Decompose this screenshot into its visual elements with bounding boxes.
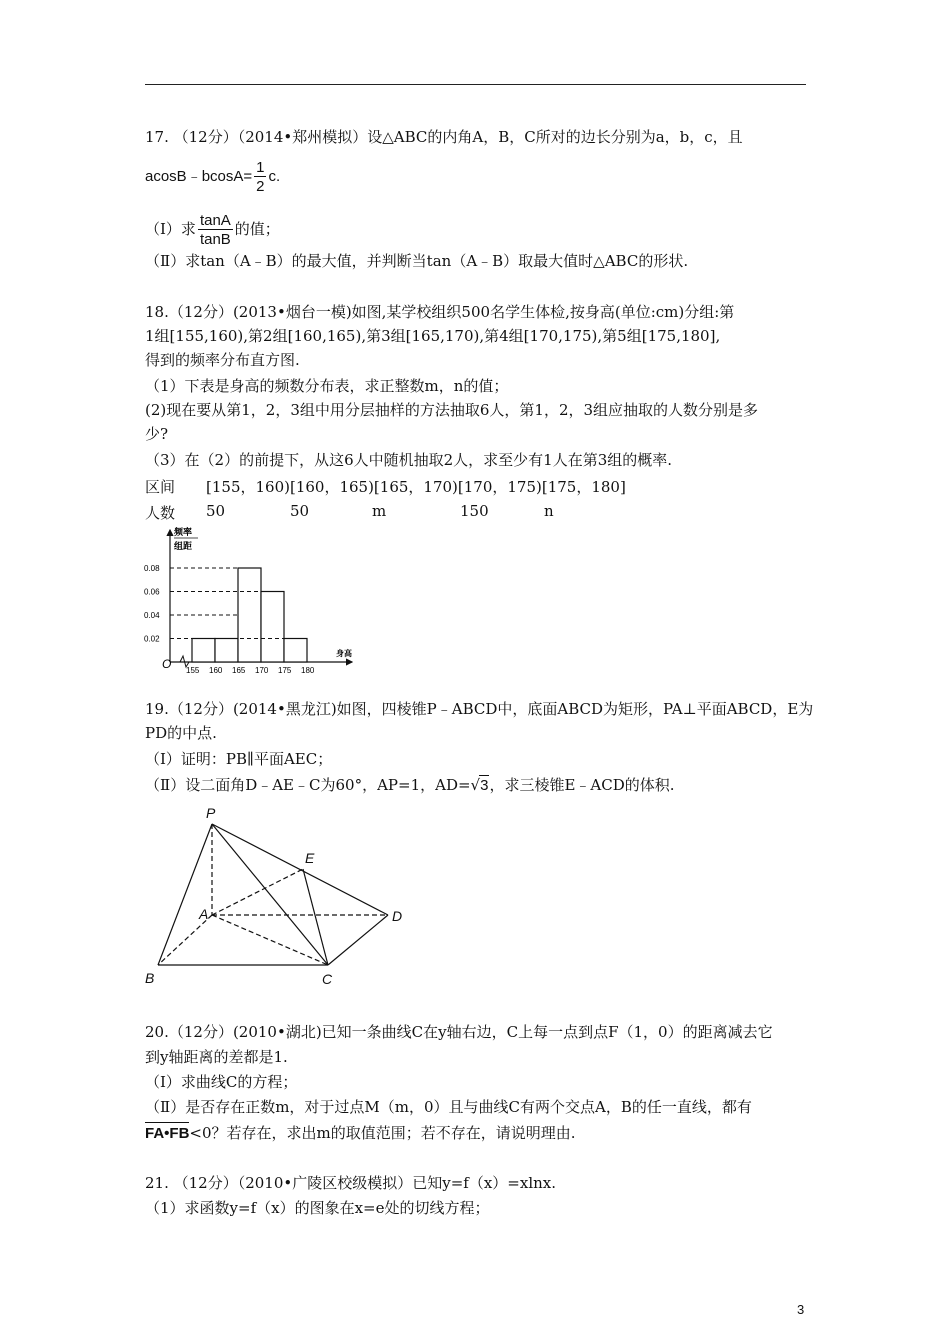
table-count-5: n [544, 502, 554, 520]
q21-line1: 21. （12分）（2010•广陵区校级模拟）已知y=f（x）=xlnx. [145, 1174, 557, 1192]
q18-line6: 少? [145, 425, 169, 443]
q19-l4-post: ，求三棱锥E﹣ACD的体积. [489, 776, 675, 794]
ylabel-top: 频率 [174, 527, 193, 537]
q17-eq-num: 1 [256, 159, 265, 176]
q17-eq-left: acosB﹣bcosA= [145, 167, 253, 185]
xlabel: 身高 [336, 649, 352, 658]
q19-line2: PD的中点. [145, 724, 217, 742]
table-head-count: 人数 [145, 504, 176, 522]
label-B: B [145, 970, 155, 986]
q19-line4: （Ⅱ）设二面角D﹣AE﹣C为60°，AP=1，AD=√3，求三棱锥E﹣ACD的体积. [145, 776, 675, 794]
q20-l5-post: <0？若存在，求出m的取值范围；若不存在，请说明理由. [189, 1124, 576, 1142]
label-P: P [206, 805, 216, 821]
q18-line1: 18.（12分）(2013•烟台一模)如图,某学校组织500名学生体检,按身高(单位:cm)分组:第 [145, 303, 735, 321]
q17-p1-post: 的值； [234, 220, 280, 238]
q19-line1: 19.（12分）(2014•黑龙江)如图，四棱锥P﹣ABCD中，底面ABCD为矩形，PA⊥平面ABCD，E为 [145, 700, 814, 718]
q17-p1-fraction [198, 213, 233, 247]
label-A: A [199, 906, 209, 922]
q17-p1-num: tanA [199, 212, 231, 229]
q20-line1: 20.（12分）(2010•湖北)已知一条曲线C在y轴右边，C上每一点到点F（1，0）的距离减去它 [145, 1023, 773, 1041]
table-count-4: 150 [460, 502, 489, 520]
q19-line3: （Ⅰ）证明：PB∥平面AEC； [145, 750, 333, 768]
edge-CD [328, 915, 388, 965]
origin-label: O [162, 657, 172, 671]
edge-AB [158, 915, 212, 965]
x-tick-165: 165 [232, 666, 246, 674]
table-count-2: 50 [290, 502, 310, 520]
q17-p1-pre: （Ⅰ）求 [145, 220, 196, 238]
table-count-1: 50 [206, 502, 226, 520]
q17-eq-right: c. [268, 167, 281, 185]
bar-165-170 [238, 568, 261, 662]
histogram [140, 524, 370, 674]
q17-equation [145, 160, 280, 194]
y-tick-0.08: 0.08 [144, 564, 160, 573]
q19-radicand: 3 [480, 777, 489, 794]
ylabel-bottom: 组距 [174, 541, 193, 551]
bar-170-175 [261, 592, 284, 663]
x-tick-170: 170 [255, 666, 269, 674]
q17-line1: 17. （12分）（2014•郑州模拟）设△ABC的内角A，B，C所对的边长分别为a，b，c，且 [145, 128, 743, 146]
edge-AE [212, 869, 303, 915]
page-number: 3 [797, 1302, 805, 1317]
x-tick-160: 160 [209, 666, 223, 674]
bar-160-165 [215, 639, 238, 663]
y-tick-0.06: 0.06 [144, 587, 160, 597]
q17-p1-den: tanB [199, 231, 231, 248]
x-tick-175: 175 [278, 666, 292, 674]
y-tick-0.02: 0.02 [144, 634, 160, 644]
edge-PB [158, 824, 212, 965]
q20-line4: （Ⅱ）是否存在正数m，对于过点M（m，0）且与曲线C有两个交点A，B的任一直线，都有 [145, 1098, 752, 1116]
label-C: C [322, 971, 333, 987]
q17-eq-fraction [254, 160, 266, 194]
q17-part2: （Ⅱ）求tan（A﹣B）的最大值，并判断当tan（A﹣B）取最大值时△ABC的形状. [145, 252, 689, 270]
header-rule [145, 84, 806, 85]
q19-l4-pre: （Ⅱ）设二面角D﹣AE﹣C为60°，AP=1，AD= [145, 776, 471, 794]
table-count-3: m [372, 502, 387, 520]
q20-line3: （Ⅰ）求曲线C的方程； [145, 1073, 298, 1091]
x-tick-155: 155 [186, 666, 200, 674]
bar-155-160 [192, 639, 215, 663]
table-intervals: [155，160)[160，165)[165，170)[170，175)[175，180] [206, 478, 626, 496]
q20-line2: 到y轴距离的差都是1. [145, 1048, 288, 1066]
label-E: E [305, 850, 315, 866]
q18-line4: （1）下表是身高的频数分布表，求正整数m，n的值； [145, 377, 509, 395]
q18-line2: 1组[155,160),第2组[160,165),第3组[165,170),第4组[170,175),第5组[175,180], [145, 327, 721, 345]
edge-PD [212, 824, 388, 915]
q20-line5 [145, 1122, 576, 1144]
bar-175-180 [284, 639, 307, 663]
q17-part1 [145, 213, 280, 247]
vector-FA-FB: FA•FB [145, 1122, 189, 1144]
pyramid-figure [140, 800, 420, 995]
q18-line7: （3）在（2）的前提下，从这6人中随机抽取2人，求至少有1人在第3组的概率. [145, 451, 673, 469]
q18-line5: (2)现在要从第1，2，3组中用分层抽样的方法抽取6人，第1，2，3组应抽取的人数分别是多 [145, 401, 759, 419]
label-D: D [392, 908, 403, 924]
table-head-interval: 区间 [145, 478, 176, 496]
edge-PC [212, 824, 328, 965]
q18-line3: 得到的频率分布直方图. [145, 351, 300, 369]
edge-AC [212, 915, 328, 965]
y-tick-0.04: 0.04 [144, 611, 160, 620]
q21-line2: （1）求函数y=f（x）的图象在x=e处的切线方程； [145, 1199, 490, 1217]
x-tick-180: 180 [301, 666, 315, 674]
q17-eq-den: 2 [256, 178, 265, 195]
